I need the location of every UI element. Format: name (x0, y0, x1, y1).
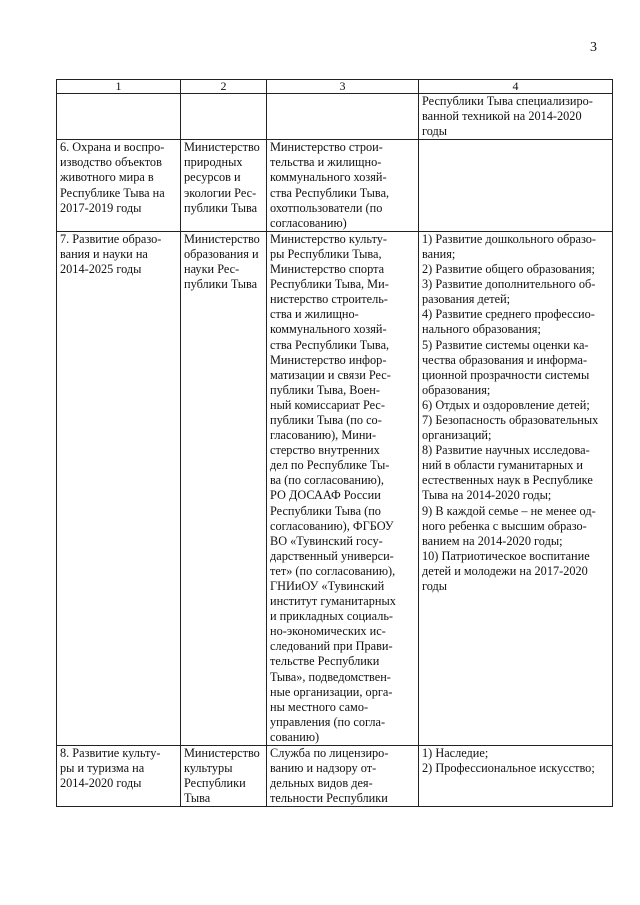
list-item: естественных наук в Республике (422, 473, 593, 488)
list-item: годы (422, 124, 448, 139)
table-cell-col4 (419, 140, 613, 232)
list-item: организаций; (422, 428, 492, 443)
list-item: 1) Развитие дошкольного образо- (422, 231, 597, 246)
list-item: вания; (422, 246, 456, 261)
list-item: ний в области гуманитарных и (422, 458, 584, 473)
item-list (422, 232, 609, 594)
table-row (57, 746, 613, 807)
list-item: нального образования; (422, 322, 541, 337)
column-header-1: 1 (57, 80, 181, 94)
table-cell-col1 (57, 94, 181, 140)
list-item: Тыва на 2014-2020 годы; (422, 488, 552, 503)
list-item: ванием на 2014-2020 годы; (422, 533, 563, 548)
list-item: 6) Отдых и оздоровление детей; (422, 397, 590, 412)
column-header-2: 2 (181, 80, 267, 94)
table-header-row (57, 80, 613, 94)
list-item: ционной прозрачности системы (422, 367, 590, 382)
list-item: 2) Развитие общего образования; (422, 262, 595, 277)
table-cell-col2: Министерство природных ресурсов и экологии Рес- публики Тыва (181, 140, 267, 232)
table-cell-col1: 6. Охрана и воспро- изводство объектов животного мира в Республике Тыва на 2017-2019 годы (57, 140, 181, 232)
item-list (422, 746, 609, 776)
table-cell-col1: 8. Развитие культу- ры и туризма на 2014-2020 годы (57, 746, 181, 807)
list-item: чества образования и информа- (422, 352, 588, 367)
table-cell-col3: Служба по лицензиро- ванию и надзору от- дельных видов дея- тельности Республики (267, 746, 419, 807)
list-item: 3) Развитие дополнительного об- (422, 277, 596, 292)
table-cell-col4 (419, 94, 613, 140)
table-cell-col3 (267, 94, 419, 140)
table-cell-col2 (181, 94, 267, 140)
table-cell-col2: Министерство образования и науки Рес- публики Тыва (181, 231, 267, 745)
table-cell-col3: Министерство строи- тельства и жилищно- коммунального хозяй- ства Республики Тыва, охотпользователи (по согласованию) (267, 140, 419, 232)
list-item: 7) Безопасность образовательных (422, 412, 599, 427)
list-item: ванной техникой на 2014-2020 (422, 109, 582, 124)
table-cell-col3: Министерство культу- ры Республики Тыва, Министерство спорта Республики Тыва, Ми- нистерство строитель- ства и жилищно- коммунального хозяй- ства Республики Тыва, Министерство инфор- матизации и связи Рес- публики Тыва, Воен- ный комиссариат Рес- публики Тыва (по со- гласованию), Мини- стерство внутренних дел по Республике Ты- ва (по согласованию), РО ДОСААФ России Республики Тыва (по согласованию), ФГБОУ ВО «Тувинский госу- дарственный универси- тет» (по согласованию), ГНИиОУ «Тувинский институт гуманитарных и прикладных социаль- но-экономических ис- следований при Прави- тельстве Республики Тыва», подведомствен- ные организации, орга- ны местного само- управления (по согла- сованию) (267, 231, 419, 745)
list-item: 8) Развитие научных исследова- (422, 443, 590, 458)
column-header-4: 4 (419, 80, 613, 94)
list-item: детей и молодежи на 2017-2020 (422, 563, 588, 578)
column-header-3: 3 (267, 80, 419, 94)
list-item: 2) Профессиональное искусство; (422, 761, 595, 776)
table-cell-col4 (419, 746, 613, 807)
list-item: 10) Патриотическое воспитание (422, 548, 590, 563)
list-item: ного ребенка с высшим образо- (422, 518, 587, 533)
table-cell-col4 (419, 231, 613, 745)
table-cell-col1: 7. Развитие образо- вания и науки на 2014-2025 годы (57, 231, 181, 745)
table-cell-col2: Министерство культуры Республики Тыва (181, 746, 267, 807)
table-row (57, 231, 613, 745)
list-item: образования; (422, 382, 491, 397)
table-body (57, 94, 613, 807)
list-item: годы (422, 579, 448, 593)
table-row (57, 94, 613, 140)
page-number: 3 (590, 40, 597, 55)
programs-table (56, 79, 613, 807)
item-list (422, 94, 609, 139)
list-item: 4) Развитие среднего профессио- (422, 307, 595, 322)
table-row (57, 140, 613, 232)
list-item: 5) Развитие системы оценки ка- (422, 337, 589, 352)
list-item: 1) Наследие; (422, 746, 489, 761)
list-item: Республики Тыва специализиро- (422, 94, 593, 108)
list-item: разования детей; (422, 292, 511, 307)
list-item: 9) В каждой семье – не менее од- (422, 503, 596, 518)
